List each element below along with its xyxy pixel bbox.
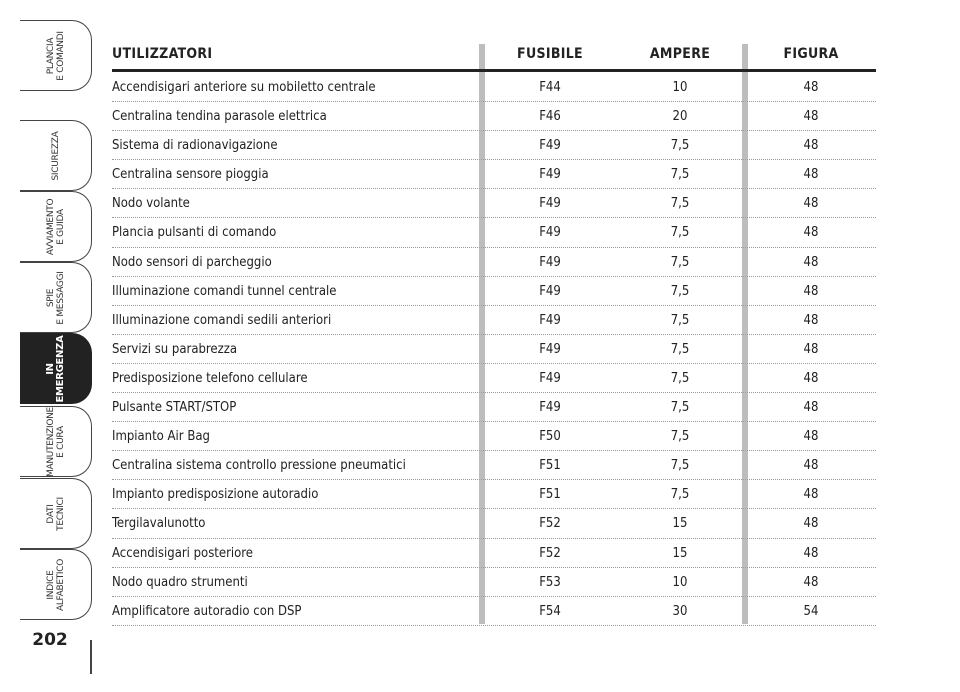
cell-utilizzatore: Tergilavalunotto [112, 516, 206, 532]
page-number-divider [90, 640, 92, 674]
cell-figura: 48 [803, 167, 819, 183]
cell-figura: 48 [803, 109, 819, 125]
table-row [112, 335, 876, 364]
cell-fusibile: F51 [539, 487, 561, 503]
tab-label [46, 335, 66, 402]
tab-label [51, 131, 61, 180]
cell-fusibile: F49 [539, 341, 561, 357]
cell-figura: 48 [803, 283, 819, 299]
tab-label [46, 31, 66, 80]
header-utilizzatori: UTILIZZATORI [112, 46, 213, 62]
tab-label-line: SICUREZZA [50, 131, 61, 180]
cell-utilizzatore: Plancia pulsanti di comando [112, 225, 277, 241]
table-row [112, 131, 876, 160]
cell-utilizzatore: Accendisigari posteriore [112, 545, 254, 561]
cell-figura: 48 [803, 138, 819, 154]
table-body [112, 73, 876, 626]
cell-ampere: 10 [672, 80, 688, 95]
cell-ampere: 7,5 [670, 429, 690, 445]
cell-figura: 48 [803, 312, 819, 328]
cell-ampere: 7,5 [670, 138, 690, 154]
cell-utilizzatore: Accendisigari anteriore su mobiletto centrale [112, 80, 376, 95]
tab-label-line: SPIE [45, 288, 56, 307]
table-row [112, 480, 876, 509]
cell-utilizzatore: Nodo sensori di parcheggio [112, 254, 272, 270]
tab-label-line: E COMANDI [55, 30, 66, 81]
tab-dati-tecnici[interactable] [20, 478, 92, 549]
cell-fusibile: F49 [539, 370, 561, 386]
cell-fusibile: F49 [539, 283, 561, 299]
cell-figura: 48 [803, 458, 819, 474]
cell-ampere: 7,5 [670, 167, 690, 183]
cell-fusibile: F49 [539, 312, 561, 328]
cell-figura: 48 [803, 516, 819, 532]
table-row [112, 422, 876, 451]
table-row [112, 539, 876, 568]
tab-label-line: ALFABETICO [55, 558, 66, 611]
cell-ampere: 20 [672, 109, 688, 125]
cell-ampere: 7,5 [670, 370, 690, 386]
section-tabs [0, 0, 100, 692]
cell-utilizzatore: Amplificatore autoradio con DSP [112, 603, 302, 619]
cell-utilizzatore: Illuminazione comandi tunnel centrale [112, 283, 337, 299]
cell-utilizzatore: Servizi su parabrezza [112, 341, 238, 357]
tab-spie-e-messaggi[interactable] [20, 262, 92, 333]
cell-ampere: 30 [672, 603, 688, 619]
tab-label [46, 407, 66, 477]
cell-fusibile: F49 [539, 225, 561, 241]
cell-fusibile: F54 [539, 603, 561, 619]
table-row [112, 568, 876, 597]
table-row [112, 451, 876, 480]
table-row [112, 277, 876, 306]
cell-utilizzatore: Nodo quadro strumenti [112, 574, 248, 590]
cell-figura: 48 [803, 370, 819, 386]
tab-label-line: IN [44, 362, 56, 375]
tab-label-line: DATI [45, 503, 56, 524]
table-row [112, 102, 876, 131]
cell-fusibile: F44 [539, 80, 561, 95]
cell-fusibile: F49 [539, 196, 561, 212]
cell-utilizzatore: Centralina tendina parasole elettrica [112, 109, 327, 125]
cell-utilizzatore: Illuminazione comandi sedili anteriori [112, 312, 332, 328]
table-row [112, 218, 876, 247]
table-row [112, 597, 876, 626]
cell-utilizzatore: Centralina sensore pioggia [112, 167, 269, 183]
tab-label [46, 198, 66, 254]
tab-plancia-e-comandi[interactable] [20, 20, 92, 91]
tab-label-line: AVVIAMENTO [45, 198, 56, 255]
header-rule [112, 69, 876, 72]
tab-label-line: E GUIDA [55, 208, 66, 245]
tab-label [46, 558, 66, 610]
cell-figura: 48 [803, 225, 819, 241]
cell-fusibile: F46 [539, 109, 561, 125]
tab-sicurezza[interactable] [20, 120, 92, 191]
cell-ampere: 7,5 [670, 487, 690, 503]
cell-figura: 48 [803, 341, 819, 357]
tab-in-emergenza[interactable] [20, 333, 92, 404]
cell-fusibile: F49 [539, 138, 561, 154]
cell-figura: 48 [803, 545, 819, 561]
cell-figura: 54 [803, 603, 819, 619]
cell-fusibile: F52 [539, 516, 561, 532]
table-row [112, 160, 876, 189]
cell-fusibile: F51 [539, 458, 561, 474]
tab-label-line: MANUTENZIONE [45, 406, 56, 477]
cell-utilizzatore: Impianto predisposizione autoradio [112, 487, 319, 503]
cell-ampere: 15 [672, 545, 688, 561]
tab-label-line: TECNICI [55, 496, 66, 531]
cell-figura: 48 [803, 196, 819, 212]
cell-ampere: 7,5 [670, 341, 690, 357]
table-row [112, 306, 876, 335]
cell-utilizzatore: Impianto Air Bag [112, 429, 210, 445]
header-figura: FIGURA [783, 46, 839, 62]
cell-fusibile: F53 [539, 574, 561, 590]
cell-ampere: 7,5 [670, 400, 690, 416]
table-row [112, 364, 876, 393]
cell-figura: 48 [803, 574, 819, 590]
header-fusibile: FUSIBILE [517, 46, 583, 62]
cell-ampere: 7,5 [670, 225, 690, 241]
table-row [112, 73, 876, 102]
cell-ampere: 7,5 [670, 458, 690, 474]
fuse-table [112, 44, 876, 626]
cell-ampere: 15 [672, 516, 688, 532]
tab-label-line: PLANCIA [45, 37, 56, 74]
cell-ampere: 7,5 [670, 312, 690, 328]
table-row [112, 189, 876, 218]
cell-ampere: 7,5 [670, 254, 690, 270]
table-row [112, 248, 876, 277]
cell-ampere: 10 [672, 574, 688, 590]
tab-label-line: E MESSAGGI [55, 270, 66, 325]
cell-fusibile: F49 [539, 400, 561, 416]
header-ampere: AMPERE [649, 46, 711, 62]
tab-label [46, 497, 66, 531]
tab-label-line: E CURA [55, 425, 66, 458]
tab-label-line: INDICE [45, 569, 56, 600]
cell-fusibile: F52 [539, 545, 561, 561]
cell-fusibile: F50 [539, 429, 561, 445]
table-row [112, 509, 876, 538]
cell-ampere: 7,5 [670, 283, 690, 299]
cell-figura: 48 [803, 400, 819, 416]
cell-fusibile: F49 [539, 254, 561, 270]
cell-figura: 48 [803, 80, 819, 95]
cell-utilizzatore: Predisposizione telefono cellulare [112, 370, 308, 386]
cell-fusibile: F49 [539, 167, 561, 183]
cell-utilizzatore: Pulsante START/STOP [112, 400, 237, 416]
cell-figura: 48 [803, 254, 819, 270]
table-row [112, 393, 876, 422]
tab-avviamento-e-guida[interactable] [20, 191, 92, 262]
table-header [112, 44, 876, 70]
tab-manutenzione-e-cura[interactable] [20, 406, 92, 477]
cell-figura: 48 [803, 429, 819, 445]
tab-label [46, 271, 66, 324]
cell-figura: 48 [803, 487, 819, 503]
cell-utilizzatore: Centralina sistema controllo pressione pneumatici [112, 458, 406, 474]
page-number: 202 [32, 630, 68, 650]
cell-ampere: 7,5 [670, 196, 690, 212]
tab-indice-alfabetico[interactable] [20, 549, 92, 620]
tab-label-line: EMERGENZA [54, 334, 66, 403]
cell-utilizzatore: Nodo volante [112, 196, 190, 212]
cell-utilizzatore: Sistema di radionavigazione [112, 138, 278, 154]
